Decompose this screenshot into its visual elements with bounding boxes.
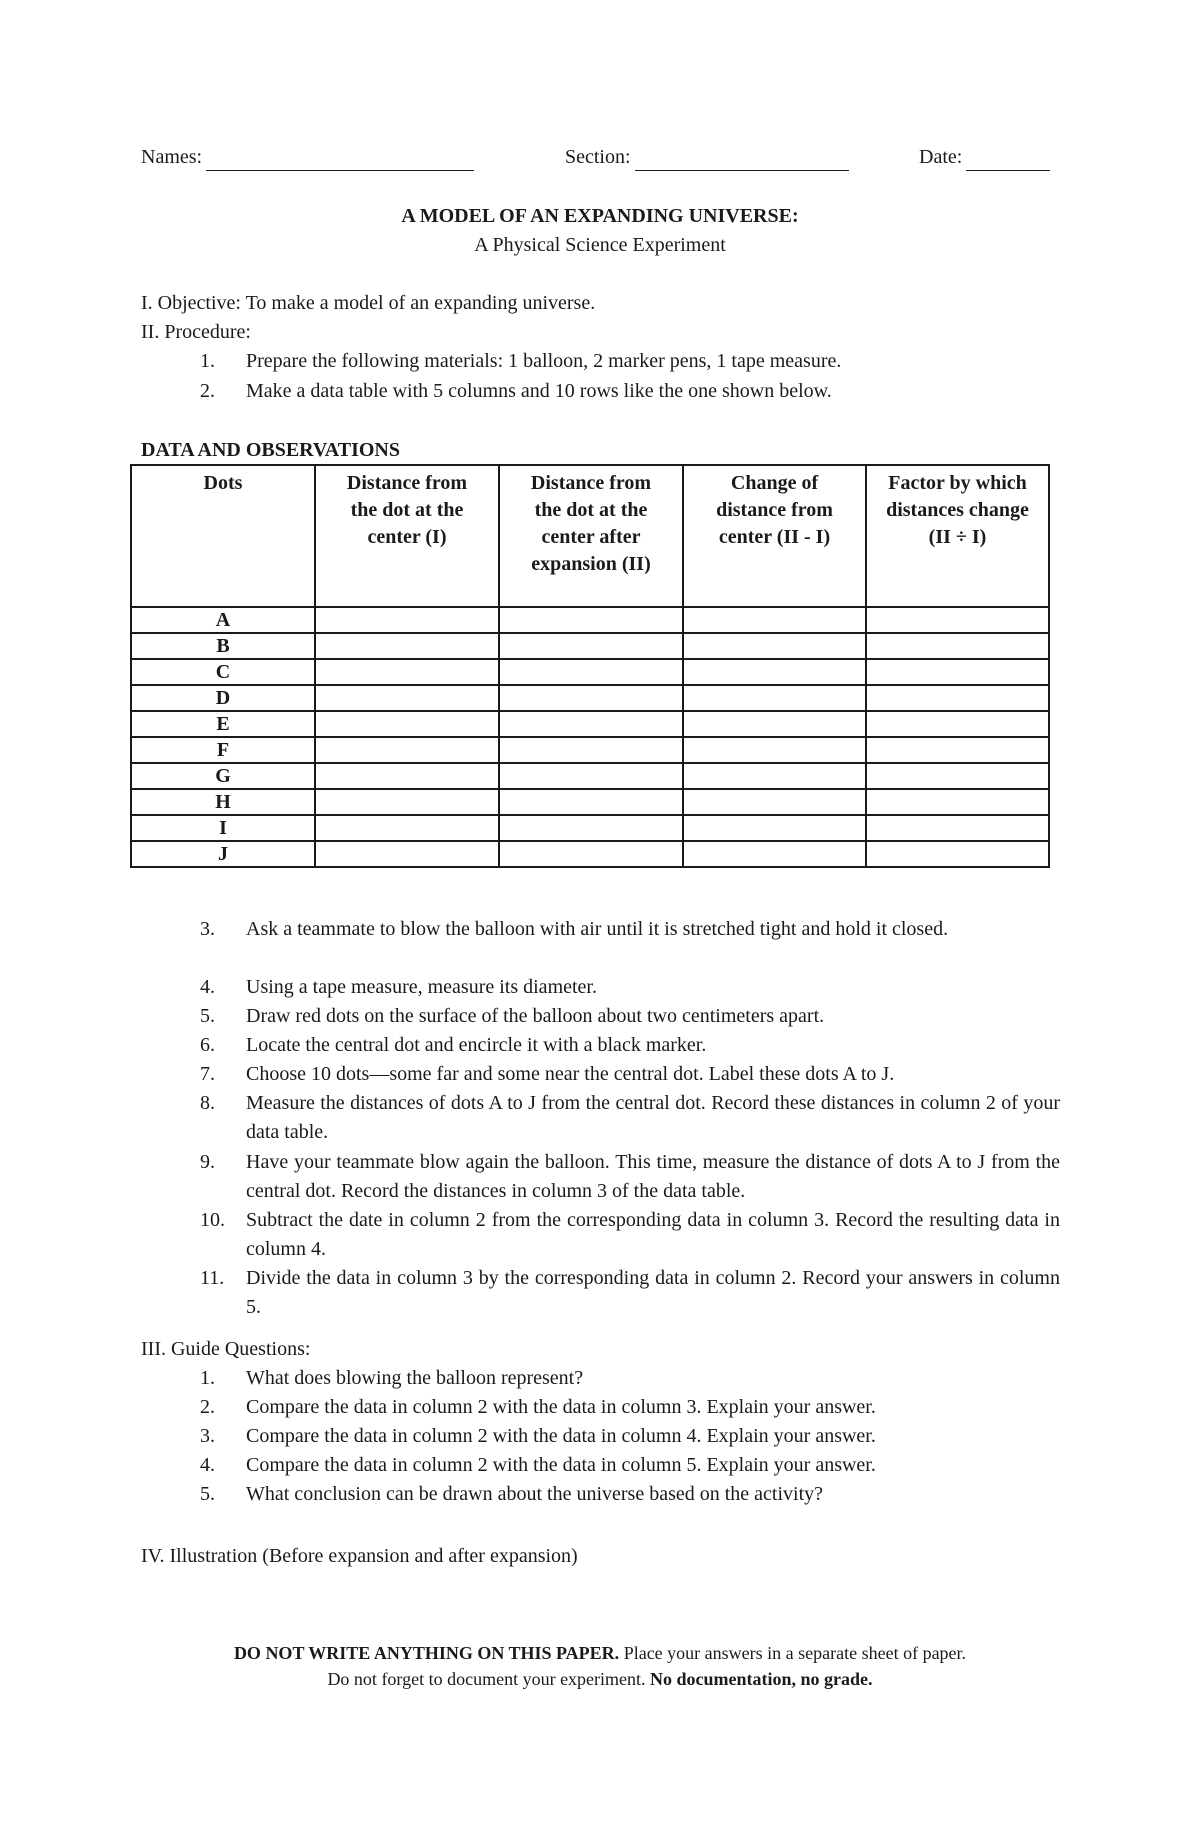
table-row: [131, 737, 1049, 763]
empty-data-cell: [315, 633, 499, 659]
empty-data-cell: [683, 789, 866, 815]
procedure-step-text: Prepare the following materials: 1 balloon, 2 marker pens, 1 tape measure.: [246, 350, 842, 372]
procedure-step-text: Choose 10 dots—some far and some near the central dot. Label these dots A to J.: [246, 1063, 895, 1085]
table-body: [131, 607, 1049, 867]
guide-question-text: Compare the data in column 2 with the data in column 4. Explain your answer.: [246, 1425, 876, 1447]
empty-data-cell: [866, 607, 1049, 633]
empty-data-cell: [499, 737, 683, 763]
empty-data-cell: [499, 763, 683, 789]
empty-data-cell: [499, 815, 683, 841]
empty-data-cell: [683, 763, 866, 789]
procedure-step-number: 4.: [200, 976, 215, 998]
names-blank: [206, 148, 474, 171]
empty-data-cell: [866, 685, 1049, 711]
empty-data-cell: [866, 763, 1049, 789]
empty-data-cell: [866, 633, 1049, 659]
procedure-step-number: 11.: [200, 1267, 225, 1289]
table-row: [131, 815, 1049, 841]
empty-data-cell: [499, 633, 683, 659]
guide-question-text: Compare the data in column 2 with the data in column 3. Explain your answer.: [246, 1396, 876, 1418]
table-row: [131, 763, 1049, 789]
empty-data-cell: [499, 607, 683, 633]
empty-data-cell: [683, 815, 866, 841]
empty-data-cell: [499, 659, 683, 685]
illustration-heading: IV. Illustration (Before expansion and after expansion): [141, 1545, 578, 1567]
guide-question-number: 3.: [200, 1425, 215, 1447]
empty-data-cell: [315, 711, 499, 737]
footer-grade-warning: No documentation, no grade.: [650, 1669, 873, 1689]
empty-data-cell: [315, 763, 499, 789]
empty-data-cell: [315, 841, 499, 867]
procedure-step-number: 8.: [200, 1092, 215, 1114]
empty-data-cell: [499, 711, 683, 737]
guide-question-number: 5.: [200, 1483, 215, 1505]
guide-question-number: 4.: [200, 1454, 215, 1476]
empty-data-cell: [683, 685, 866, 711]
footer-documentation-text: Do not forget to document your experiment.: [327, 1669, 651, 1689]
footer-warning: DO NOT WRITE ANYTHING ON THIS PAPER.: [233, 1643, 620, 1663]
col-header-dots: Dots: [131, 465, 315, 607]
table-row: [131, 841, 1049, 867]
data-section-title: DATA AND OBSERVATIONS: [141, 439, 400, 461]
col-header-distance-after-text: Distance from the dot at the center after expansion (II): [530, 472, 652, 575]
date-label: Date:: [919, 146, 963, 168]
guide-question-text: What conclusion can be drawn about the universe based on the activity?: [246, 1483, 824, 1505]
empty-data-cell: [499, 789, 683, 815]
empty-data-cell: [866, 737, 1049, 763]
worksheet-title: A MODEL OF AN EXPANDING UNIVERSE:: [401, 205, 799, 227]
col-header-change-text: Change of distance from center (II - I): [716, 472, 833, 548]
empty-data-cell: [315, 789, 499, 815]
names-field: [141, 143, 474, 171]
objective: I. Objective: To make a model of an expanding universe.: [141, 292, 596, 314]
footer-instruction-2: [0, 1666, 1200, 1692]
col-header-factor: [866, 465, 1049, 607]
names-label: Names:: [141, 146, 203, 168]
footer-instruction-1: [0, 1640, 1200, 1666]
col-header-change: [683, 465, 866, 607]
empty-data-cell: [499, 685, 683, 711]
empty-data-cell: [866, 711, 1049, 737]
header-fields: [141, 143, 1061, 173]
date-blank: [966, 148, 1050, 171]
procedure-step-text: Subtract the date in column 2 from the corresponding data in column 3. Record the resulting data in column 4.: [246, 1209, 1060, 1260]
table-row: [131, 607, 1049, 633]
procedure-step-text: Draw red dots on the surface of the balloon about two centimeters apart.: [246, 1005, 825, 1027]
empty-data-cell: [315, 659, 499, 685]
section-field: [565, 143, 849, 171]
empty-data-cell: [499, 841, 683, 867]
procedure-step-number: 7.: [200, 1063, 215, 1085]
guide-question-number: 1.: [200, 1367, 215, 1389]
table-row: [131, 633, 1049, 659]
empty-data-cell: [683, 841, 866, 867]
empty-data-cell: [683, 711, 866, 737]
table-row: [131, 659, 1049, 685]
empty-data-cell: [315, 815, 499, 841]
empty-data-cell: [866, 841, 1049, 867]
empty-data-cell: [683, 607, 866, 633]
date-field: [919, 143, 1050, 171]
table-row: [131, 685, 1049, 711]
procedure-step-text: Locate the central dot and encircle it with a black marker.: [246, 1034, 707, 1056]
dot-label-cell: H: [131, 789, 315, 815]
dot-label-cell: F: [131, 737, 315, 763]
procedure-step-number: 6.: [200, 1034, 215, 1056]
table-row: [131, 711, 1049, 737]
procedure-step-number: 10.: [200, 1209, 225, 1231]
dot-label-cell: G: [131, 763, 315, 789]
footer-instruction-text: Place your answers in a separate sheet of paper.: [619, 1643, 967, 1663]
dot-label-cell: D: [131, 685, 315, 711]
procedure-step-number: 3.: [200, 918, 215, 940]
procedure-step-text: Have your teammate blow again the balloon. This time, measure the distance of dots A to J from the central dot. Record the distances in column 3 of the data table.: [246, 1151, 1060, 1202]
empty-data-cell: [315, 685, 499, 711]
dot-label-cell: J: [131, 841, 315, 867]
empty-data-cell: [866, 789, 1049, 815]
empty-data-cell: [866, 815, 1049, 841]
procedure-step-text: Using a tape measure, measure its diameter.: [246, 976, 597, 998]
guide-question-text: What does blowing the balloon represent?: [246, 1367, 584, 1389]
table-header-row: [131, 465, 1049, 607]
dot-label-cell: E: [131, 711, 315, 737]
col-header-factor-text: Factor by which distances change (II ÷ I): [886, 472, 1029, 548]
dot-label-cell: C: [131, 659, 315, 685]
dot-label-cell: A: [131, 607, 315, 633]
procedure-step-number: 2.: [200, 380, 215, 402]
empty-data-cell: [315, 607, 499, 633]
procedure-step-text: Measure the distances of dots A to J from the central dot. Record these distances in column 2 of your data table.: [246, 1092, 1060, 1143]
table-row: [131, 789, 1049, 815]
procedure-step-text: Ask a teammate to blow the balloon with air until it is stretched tight and hold it closed.: [246, 918, 949, 940]
empty-data-cell: [683, 659, 866, 685]
data-table: [130, 464, 1050, 868]
procedure-step-number: 5.: [200, 1005, 215, 1027]
guide-question-text: Compare the data in column 2 with the data in column 5. Explain your answer.: [246, 1454, 876, 1476]
procedure-step-number: 1.: [200, 350, 215, 372]
empty-data-cell: [683, 737, 866, 763]
dot-label-cell: I: [131, 815, 315, 841]
guide-question-number: 2.: [200, 1396, 215, 1418]
empty-data-cell: [866, 659, 1049, 685]
procedure-step-text: Divide the data in column 3 by the corresponding data in column 2. Record your answers in column 5.: [246, 1267, 1060, 1318]
empty-data-cell: [315, 737, 499, 763]
procedure-step-text: Make a data table with 5 columns and 10 rows like the one shown below.: [246, 380, 832, 402]
worksheet-subtitle: A Physical Science Experiment: [474, 234, 726, 256]
section-label: Section:: [565, 146, 631, 168]
col-header-distance-before: [315, 465, 499, 607]
col-header-distance-before-text: Distance from the dot at the center (I): [346, 472, 468, 548]
col-header-distance-after: [499, 465, 683, 607]
empty-data-cell: [683, 633, 866, 659]
guide-questions-heading: III. Guide Questions:: [141, 1338, 311, 1360]
procedure-heading: II. Procedure:: [141, 321, 251, 343]
dot-label-cell: B: [131, 633, 315, 659]
procedure-step-number: 9.: [200, 1151, 215, 1173]
section-blank: [635, 148, 849, 171]
